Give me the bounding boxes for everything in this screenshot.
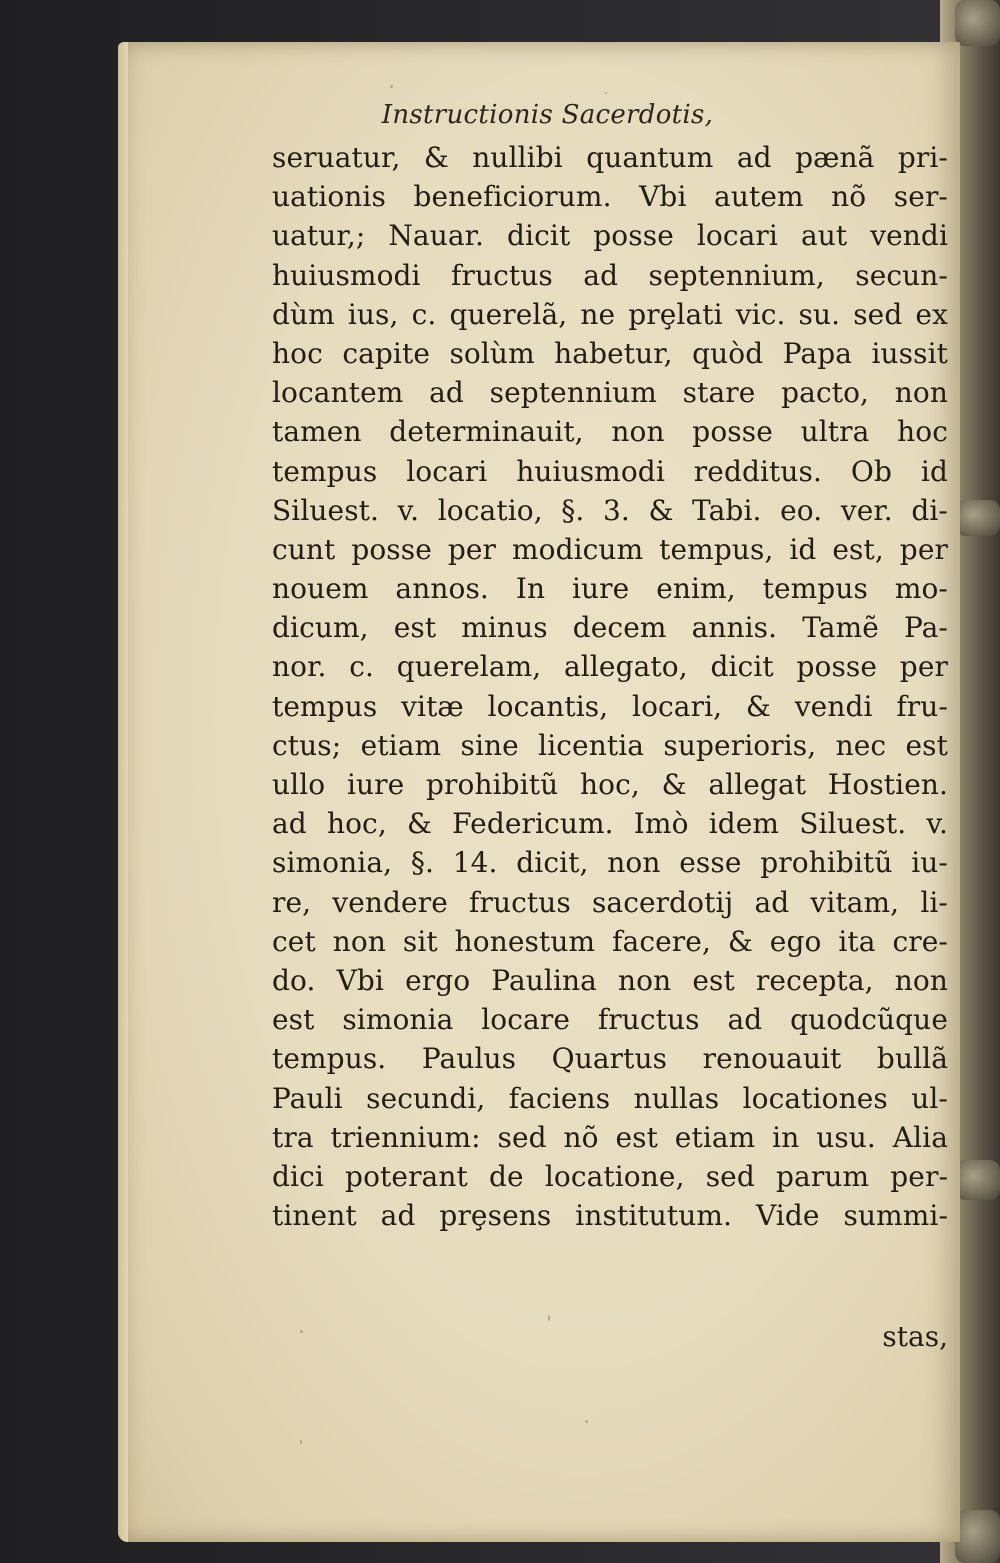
text-line: huiusmodi fructus ad septennium, secun- bbox=[272, 258, 948, 292]
text-line: Pauli secundi, faciens nullas locationes ul- bbox=[272, 1081, 948, 1115]
text-line: tra triennium: sed nõ est etiam in usu. Alia bbox=[272, 1120, 948, 1154]
catchword: stas, bbox=[882, 1320, 948, 1353]
body-text bbox=[272, 138, 948, 1235]
binding-cord-bottom bbox=[955, 1510, 1000, 1563]
text-line: ctus; etiam sine licentia superioris, nec est bbox=[272, 728, 948, 762]
text-line: dicum, est minus decem annis. Tamẽ Pa- bbox=[272, 611, 948, 645]
paper-speck bbox=[605, 92, 607, 94]
text-line: nor. c. querelam, allegato, dicit posse per bbox=[272, 650, 948, 684]
text-line: nouem annos. In iure enim, tempus mo- bbox=[272, 572, 948, 606]
paper-speck bbox=[300, 1330, 303, 1333]
paper-speck bbox=[300, 1440, 302, 1444]
paper-speck bbox=[390, 85, 393, 88]
text-line: tempus locari huiusmodi redditus. Ob id bbox=[272, 454, 948, 488]
text-line: do. Vbi ergo Paulina non est recepta, non bbox=[272, 963, 948, 997]
running-head: Instructionis Sacerdotis, bbox=[381, 100, 714, 130]
text-line: simonia, §. 14. dicit, non esse prohibitũ iu- bbox=[272, 846, 948, 880]
text-line: locantem ad septennium stare pacto, non bbox=[272, 376, 948, 410]
text-line: cunt posse per modicum tempus, id est, per bbox=[272, 532, 948, 566]
text-line: ad hoc, & Federicum. Imò idem Siluest. v. bbox=[272, 807, 948, 841]
text-line: seruatur, & nullibi quantum ad pænã pri- bbox=[272, 141, 948, 174]
text-line: tinent ad prȩsens institutum. Vide summi- bbox=[272, 1199, 948, 1233]
text-line: dici poterant de locatione, sed parum per- bbox=[272, 1159, 948, 1193]
paper-speck bbox=[585, 1420, 588, 1423]
text-line: tempus vitæ locantis, locari, & vendi fru- bbox=[272, 689, 948, 723]
text-line: uatur,; Nauar. dicit posse locari aut vendi bbox=[272, 219, 948, 253]
text-line: uationis beneficiorum. Vbi autem nõ ser- bbox=[272, 180, 948, 214]
text-line: cet non sit honestum facere, & ego ita cre- bbox=[272, 924, 948, 958]
text-line: ullo iure prohibitũ hoc, & allegat Hostien. bbox=[272, 768, 948, 801]
text-line: Siluest. v. locatio, §. 3. & Tabi. eo. ver. di- bbox=[272, 493, 948, 527]
binding-cord-middle bbox=[955, 500, 1000, 536]
text-line: tempus. Paulus Quartus renouauit bullã bbox=[272, 1042, 948, 1076]
text-line: tamen determinauit, non posse ultra hoc bbox=[272, 415, 948, 449]
text-line: dùm ius, c. querelã, ne prȩlati vic. su. sed ex bbox=[272, 297, 948, 331]
text-line: hoc capite solùm habetur, quòd Papa iussit bbox=[272, 336, 948, 370]
text-line: est simonia locare fructus ad quodcũque bbox=[272, 1003, 948, 1037]
binding-cord-top bbox=[955, 0, 1000, 46]
text-line: re, vendere fructus sacerdotij ad vitam, li- bbox=[272, 885, 948, 919]
page-left-edge bbox=[118, 42, 128, 1542]
binding-cord-lower bbox=[955, 1160, 1000, 1200]
paper-speck bbox=[548, 1315, 550, 1321]
